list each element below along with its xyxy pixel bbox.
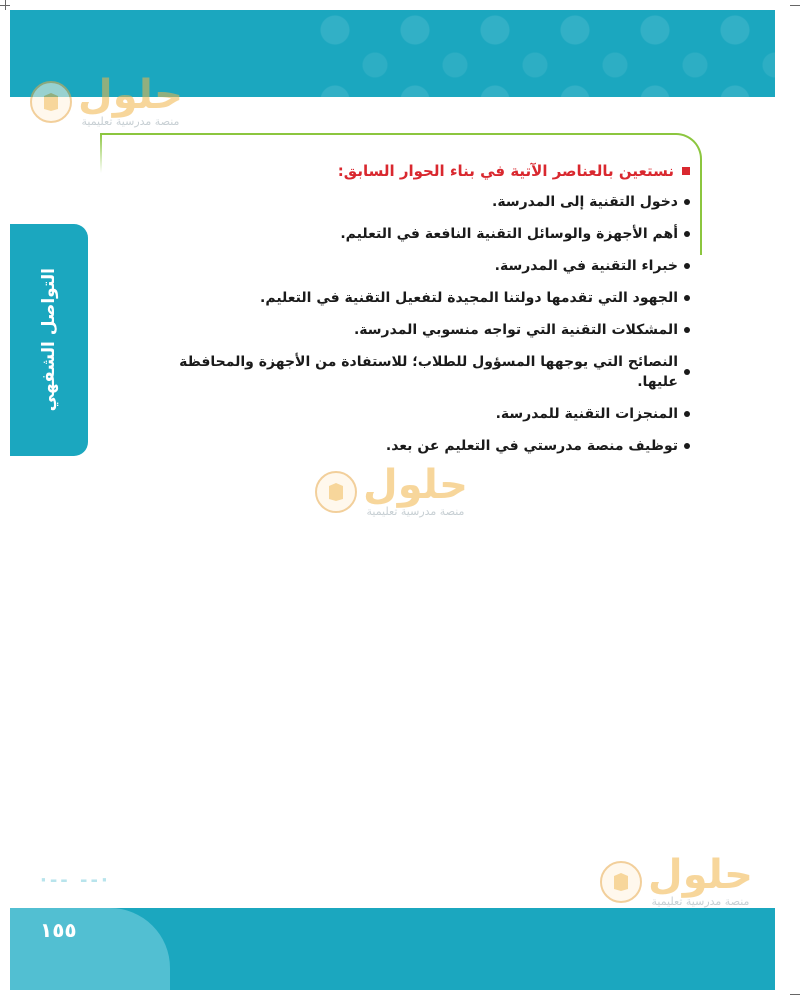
watermark-logo: حلول <box>648 852 753 898</box>
watermark-top <box>30 72 183 129</box>
watermark-subtitle: منصة مدرسية تعليمية <box>81 115 180 128</box>
list-item-text: المشكلات التقنية التي تواجه منسوبي المدرسة. <box>353 322 678 338</box>
bottom-band <box>10 908 775 990</box>
bottom-band-curve <box>10 908 170 990</box>
side-tab-label: التواصل الشفهي <box>39 268 59 412</box>
bullet-icon <box>684 443 690 449</box>
watermark-subtitle: منصة مدرسية تعليمية <box>366 505 465 518</box>
list-item-text: خبراء التقنية في المدرسة. <box>494 258 678 274</box>
watermark-subtitle: منصة مدرسية تعليمية <box>651 895 750 908</box>
list-item <box>150 404 690 424</box>
list-item <box>150 224 690 244</box>
list-item-text: المنجزات التقنية للمدرسة. <box>495 406 678 422</box>
list-item-text: النصائح التي يوجهها المسؤول للطلاب؛ للاستفادة من الأجهزة والمحافظة عليها. <box>179 354 678 390</box>
top-band-pattern <box>315 10 775 97</box>
bullet-icon <box>684 295 690 301</box>
list-item <box>150 352 690 392</box>
list-item-text: توظيف منصة مدرستي في التعليم عن بعد. <box>385 438 678 454</box>
bullet-icon <box>684 369 690 375</box>
square-bullet-icon <box>682 167 690 175</box>
watermark-emblem-icon <box>315 471 357 513</box>
list-item <box>150 288 690 308</box>
watermark-emblem-icon <box>600 861 642 903</box>
content-frame-edge <box>100 133 102 173</box>
watermark-bottom <box>600 852 753 909</box>
bullet-icon <box>684 327 690 333</box>
crop-mark <box>790 5 800 6</box>
bullet-icon <box>684 411 690 417</box>
list-item-text: الجهود التي تقدمها دولتنا المجيدة لتفعيل التقنية في التعليم. <box>260 290 678 306</box>
list-item-text: دخول التقنية إلى المدرسة. <box>492 194 678 210</box>
crop-mark <box>790 994 800 995</box>
crop-mark <box>5 0 6 10</box>
section-heading <box>150 160 690 182</box>
watermark-logo: حلول <box>363 462 468 508</box>
section-heading-text: نستعين بالعناصر الآتية في بناء الحوار السابق: <box>337 162 674 180</box>
list-item <box>150 436 690 456</box>
watermark-emblem-icon <box>30 81 72 123</box>
footer-logo-mark: ·-- --· <box>40 870 111 891</box>
page-number: ١٥٥ <box>40 918 77 942</box>
bullet-icon <box>684 231 690 237</box>
watermark-logo: حلول <box>78 72 183 118</box>
bullet-icon <box>684 199 690 205</box>
list-item <box>150 256 690 276</box>
list-item <box>150 320 690 340</box>
list-item-text: أهم الأجهزة والوسائل التقنية النافعة في التعليم. <box>340 226 678 242</box>
list-item <box>150 192 690 212</box>
content-list <box>150 160 690 468</box>
bullet-icon <box>684 263 690 269</box>
watermark-center <box>315 462 468 519</box>
side-tab <box>10 224 88 456</box>
